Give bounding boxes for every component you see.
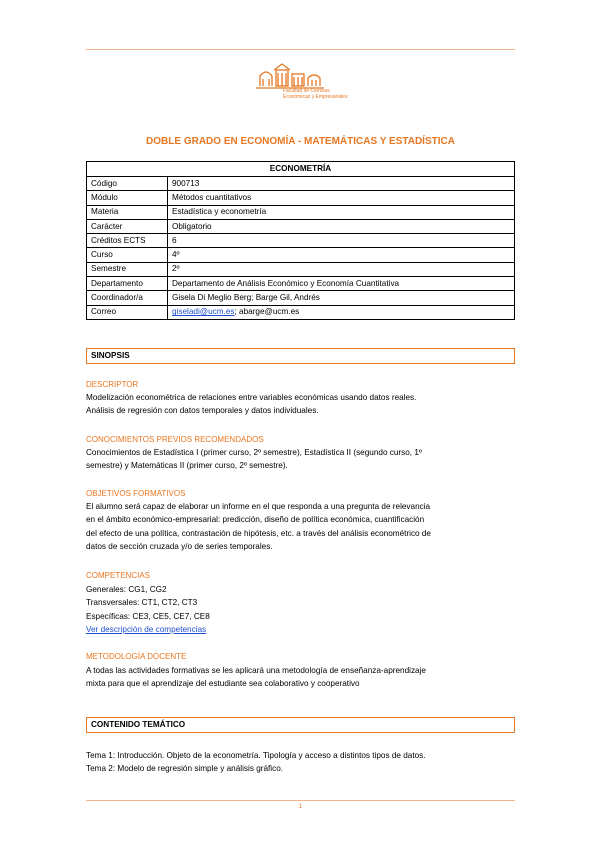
competencias-link[interactable]: Ver descripción de competencias xyxy=(86,624,207,634)
email-link[interactable]: giseladi@ucm.es xyxy=(172,307,235,317)
table-row xyxy=(87,191,515,205)
row-key: Módulo xyxy=(87,191,168,205)
descriptor-text xyxy=(86,391,515,418)
competencias-text xyxy=(86,583,515,636)
row-value: Gisela Di Meglio Berg; Barge Gil, Andrés xyxy=(168,291,515,305)
text-line: datos de sección cruzada y/o de series temporales. xyxy=(86,541,273,551)
degree-title: DOBLE GRADO EN ECONOMÍA - MATEMÁTICAS Y ESTADÍSTICA xyxy=(146,136,455,147)
row-key: Correo xyxy=(87,305,168,319)
row-value: 2º xyxy=(168,262,515,276)
row-value: 900713 xyxy=(168,177,515,191)
row-key: Semestre xyxy=(87,262,168,276)
section-sinopsis-header: SINOPSIS xyxy=(86,348,515,364)
faculty-logo-icon xyxy=(252,58,348,114)
metodologia-text xyxy=(86,664,515,691)
table-row xyxy=(87,291,515,305)
text-line: A todas las actividades formativas se les aplicará una metodología de enseñanza-aprendizaje xyxy=(86,666,426,675)
table-heading-row xyxy=(87,162,515,177)
subject-info-table xyxy=(86,161,515,320)
table-row xyxy=(87,205,515,219)
table-row xyxy=(87,177,515,191)
section-contenido-header: CONTENIDO TEMÁTICO xyxy=(86,717,515,733)
descriptor-title: DESCRIPTOR xyxy=(86,380,139,389)
table-row xyxy=(87,234,515,248)
text-line: Transversales: CT1, CT2, CT3 xyxy=(86,598,198,608)
row-key: Materia xyxy=(87,205,168,219)
row-value: Obligatorio xyxy=(168,219,515,233)
previos-text xyxy=(86,446,515,473)
logo-text: Facultad de Ciencias Económicas y Empresariales xyxy=(283,88,348,100)
header-rule xyxy=(86,49,515,50)
row-key: Créditos ECTS xyxy=(87,234,168,248)
text-line: Específicas: CE3, CE5, CE7, CE8 xyxy=(86,611,210,621)
table-row xyxy=(87,219,515,233)
text-line: Generales: CG1, CG2 xyxy=(86,585,167,594)
tema-item: Tema 1: Introducción. Objeto de la econometría. Tipología y acceso a distintos tipos de datos. xyxy=(86,751,426,760)
tema-item: Tema 2: Modelo de regresión simple y análisis gráfico. xyxy=(86,764,284,774)
email-rest: ; abarge@ucm.es xyxy=(234,307,300,317)
text-line: en el ámbito económico-empresarial: predicción, diseño de política económica, cuantificación xyxy=(86,515,425,525)
row-key: Código xyxy=(87,177,168,191)
row-value: Métodos cuantitativos xyxy=(168,191,515,205)
text-line: Análisis de regresión con datos temporales y datos individuales. xyxy=(86,406,319,416)
row-key: Coordinador/a xyxy=(87,291,168,305)
row-key: Carácter xyxy=(87,219,168,233)
text-line: El alumno será capaz de elaborar un informe en el que responda a una pregunta de relevancia xyxy=(86,502,431,511)
row-key: Curso xyxy=(87,248,168,262)
text-line: Modelización econométrica de relaciones entre variables económicas usando datos reales. xyxy=(86,393,417,402)
row-value: Estadística y econometría xyxy=(168,205,515,219)
text-line: Conocimientos de Estadística I (primer curso, 2º semestre), Estadística II (segundo curso, 1º xyxy=(86,448,422,457)
table-row xyxy=(87,248,515,262)
row-value: Departamento de Análisis Económico y Economía Cuantitativa xyxy=(168,277,515,291)
objetivos-text xyxy=(86,500,515,553)
table-row-correo xyxy=(87,305,515,319)
subject-name: ECONOMETRÍA xyxy=(87,162,515,177)
temas-list xyxy=(86,749,515,776)
page-number: 1 xyxy=(298,804,303,810)
footer-rule xyxy=(86,800,515,801)
objetivos-title: OBJETIVOS FORMATIVOS xyxy=(86,489,186,498)
text-line: del efecto de una política, contrastación de hipótesis, etc. a través del análisis econométrico de xyxy=(86,528,431,538)
table-row xyxy=(87,262,515,276)
row-value: 4º xyxy=(168,248,515,262)
row-key: Departamento xyxy=(87,277,168,291)
row-value: 6 xyxy=(168,234,515,248)
row-value xyxy=(168,305,515,319)
metodologia-title: METODOLOGÍA DOCENTE xyxy=(86,652,187,661)
previos-title: CONOCIMIENTOS PREVIOS RECOMENDADOS xyxy=(86,435,264,444)
text-line: semestre) y Matemáticas II (primer curso, 2º semestre). xyxy=(86,461,288,471)
table-row xyxy=(87,277,515,291)
text-line: mixta para que el aprendizaje del estudiante sea colaborativo y cooperativo xyxy=(86,679,360,689)
competencias-title: COMPETENCIAS xyxy=(86,571,151,580)
